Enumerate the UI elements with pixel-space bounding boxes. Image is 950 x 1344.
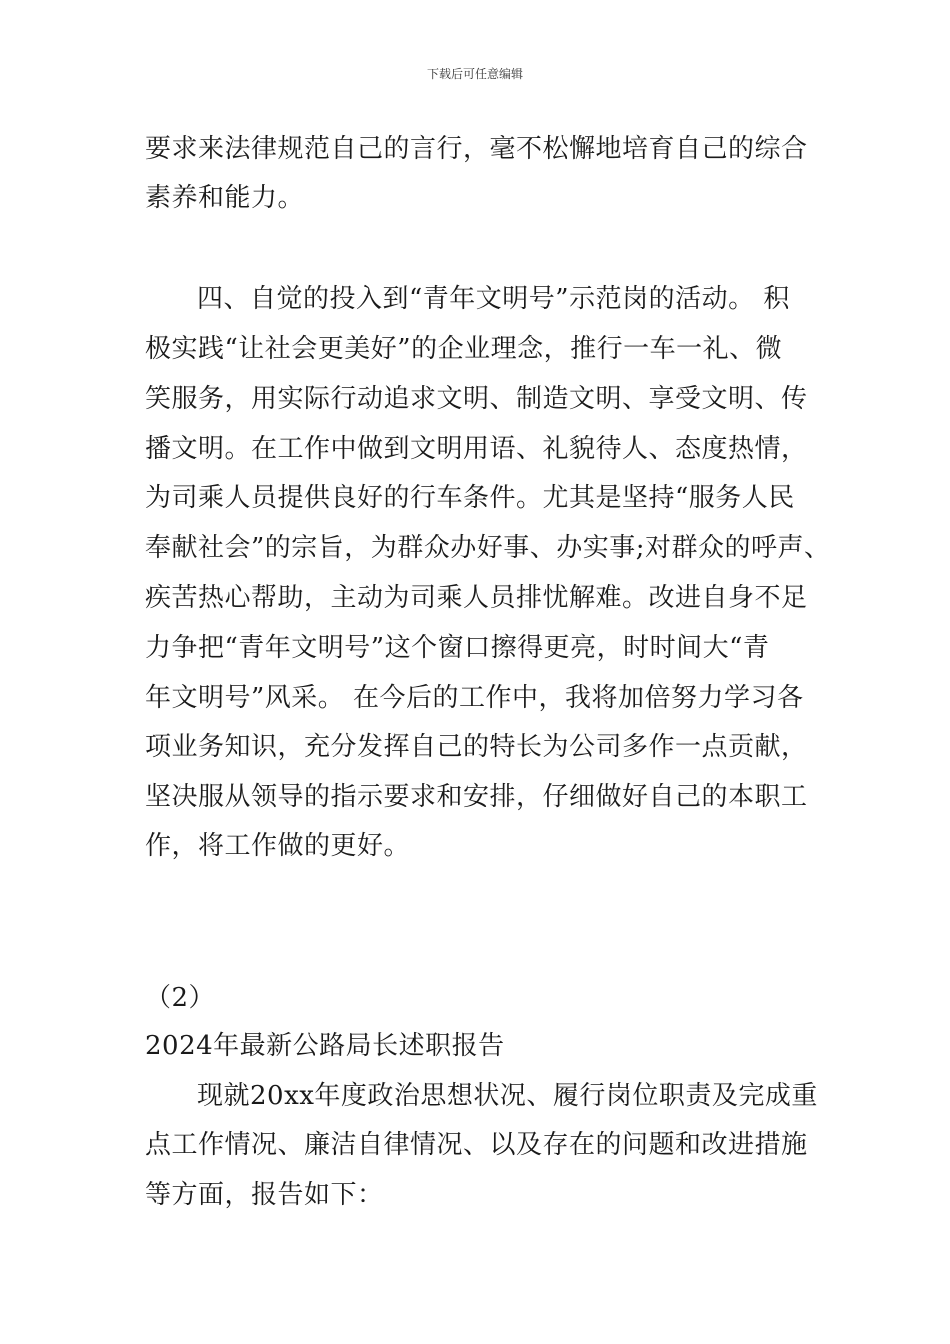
text-line: 奉献社会”的宗旨，为群众办好事、办实事;对群众的呼声、 bbox=[145, 533, 831, 563]
text-line: 项业务知识，充分发挥自己的特长为公司多作一点贡献， bbox=[145, 732, 808, 762]
text-line: 等方面，报告如下： bbox=[145, 1180, 384, 1210]
text-line: 疾苦热心帮助，主动为司乘人员排忧解难。改进自身不足 bbox=[145, 583, 808, 613]
text-line: 极实践“让社会更美好”的企业理念，推行一车一礼、微 bbox=[145, 334, 783, 364]
text-line: 力争把“青年文明号”这个窗口擦得更亮，时时间大“青 bbox=[145, 633, 770, 663]
text-line: 四、自觉的投入到“青年文明号”示范岗的活动。 积 bbox=[197, 284, 790, 314]
text-line: 坚决服从领导的指示要求和安排，仔细做好自己的本职工 bbox=[145, 782, 808, 812]
text-line: 现就20xx年度政治思想状况、履行岗位职责及完成重 bbox=[197, 1081, 818, 1111]
text-line: 要求来法律规范自己的言行，毫不松懈地培育自己的综合 bbox=[145, 134, 808, 164]
text-line: 播文明。在工作中做到文明用语、礼貌待人、态度热情， bbox=[145, 434, 808, 464]
text-line: 为司乘人员提供良好的行车条件。尤其是坚持“服务人民 bbox=[145, 483, 795, 513]
header-note: 下载后可任意编辑 bbox=[426, 67, 523, 81]
section-title: 2024年最新公路局长述职报告 bbox=[145, 1031, 505, 1061]
section-number: （2） bbox=[145, 983, 216, 1013]
text-line: 点工作情况、廉洁自律情况、以及存在的问题和改进措施 bbox=[145, 1130, 808, 1160]
text-line: 素养和能力。 bbox=[145, 183, 305, 213]
text-line: 笑服务，用实际行动追求文明、制造文明、享受文明、传 bbox=[145, 384, 808, 414]
text-line: 年文明号”风采。 在今后的工作中，我将加倍努力学习各 bbox=[145, 683, 804, 713]
text-line: 作，将工作做的更好。 bbox=[145, 831, 411, 861]
